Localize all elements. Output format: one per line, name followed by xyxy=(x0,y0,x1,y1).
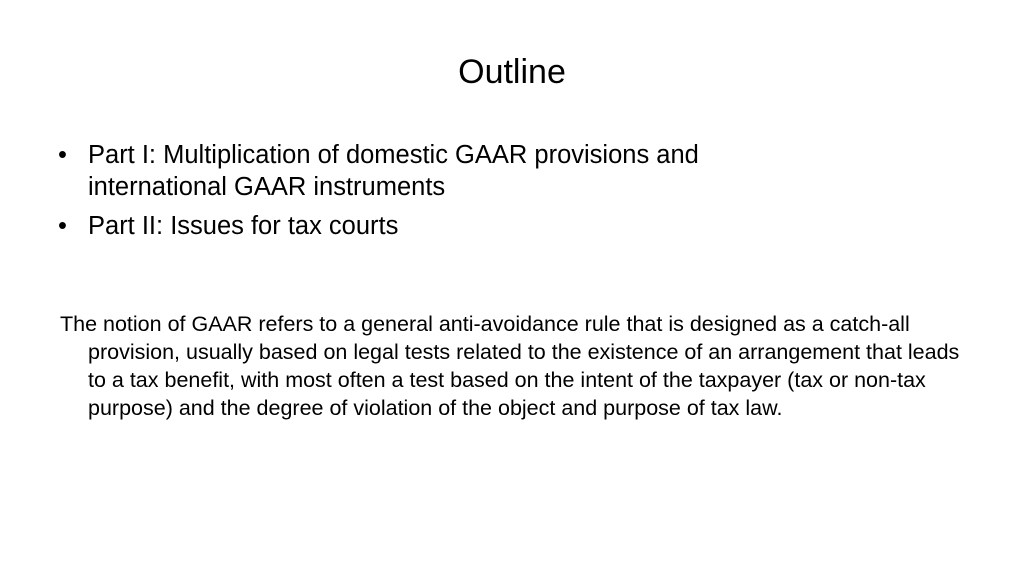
bullet-icon: • xyxy=(58,212,67,240)
bullet-text: Part I: Multiplication of domestic GAAR provisions and international GAAR instruments xyxy=(88,141,699,201)
bullet-list xyxy=(58,139,818,249)
bullet-item-part-1 xyxy=(58,139,818,203)
gaar-definition-paragraph: The notion of GAAR refers to a general anti-avoidance rule that is designed as a catch-all provision, usually based on legal tests related to the existence of an arrangement that leads to a tax benefit, with most often a test based on the intent of the taxpayer (tax or non-tax purpose) and the degree of violation of the object and purpose of tax law. xyxy=(60,311,960,420)
bullet-item-part-2 xyxy=(58,210,818,242)
bullet-text: Part II: Issues for tax courts xyxy=(88,212,399,240)
bullet-icon: • xyxy=(58,141,67,169)
slide-title: Outline xyxy=(458,53,566,91)
